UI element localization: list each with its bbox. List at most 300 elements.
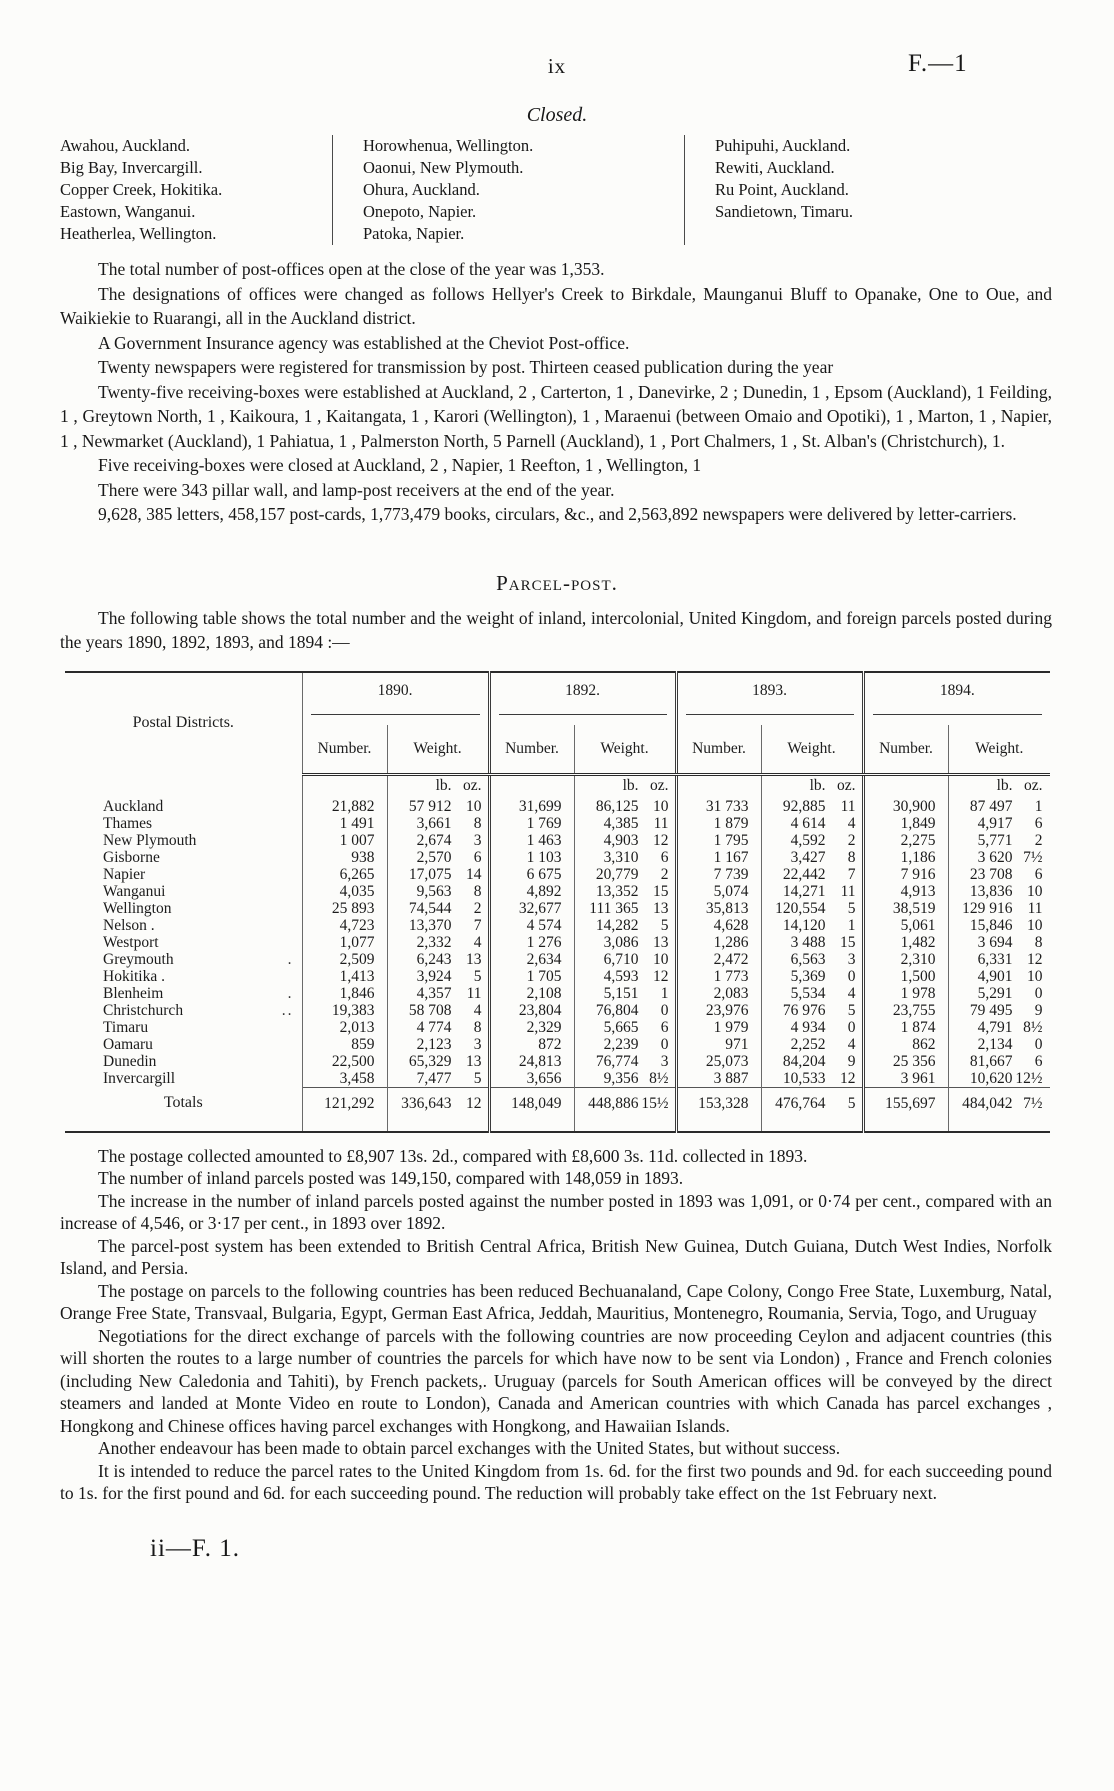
weight-cell <box>387 774 489 796</box>
weight-oz-value: 8 <box>1034 933 1043 951</box>
paragraph: Another endeavour has been made to obtain parcel exchanges with the United States, but without success. <box>98 1438 841 1458</box>
weight-oz-value: 5 <box>847 1001 856 1019</box>
number-cell: 1 795 <box>676 832 761 849</box>
weight-cell <box>387 849 489 866</box>
number-cell: 1 167 <box>676 849 761 866</box>
weight-cell <box>387 917 489 934</box>
table-row <box>65 1002 1050 1019</box>
weight-oz-value: 5 <box>847 899 856 917</box>
number-cell: 23,755 <box>863 1002 948 1019</box>
column-header-number: Number. <box>676 725 761 775</box>
weight-oz-value: 8½ <box>1023 1018 1043 1036</box>
closing-paragraphs <box>0 1145 1114 1505</box>
weight-oz-value: 1 <box>660 984 669 1002</box>
column-header-weight: Weight. <box>574 725 676 775</box>
number-cell: 2,472 <box>676 951 761 968</box>
weight-cell <box>948 1070 1050 1088</box>
column-header-weight: Weight. <box>761 725 863 775</box>
spacer-cell <box>863 774 948 796</box>
weight-oz-value: 3 <box>473 1035 482 1053</box>
number-cell: 3 887 <box>676 1070 761 1088</box>
district-cell: Thames <box>103 814 153 832</box>
weight-lb-value: 76,774 <box>595 1052 639 1070</box>
weight-units-row <box>65 774 1050 796</box>
weight-cell <box>574 815 676 832</box>
weight-oz-value: 13 <box>466 950 482 968</box>
weight-oz-value: 8½ <box>649 1069 669 1087</box>
weight-oz-value: 0 <box>1034 984 1043 1002</box>
closed-office-entry: Ohura, Auckland. <box>363 180 480 199</box>
body-paragraphs <box>0 257 1114 527</box>
number-cell: 1 773 <box>676 968 761 985</box>
weight-lb-value: lb. <box>435 776 452 794</box>
weight-lb-value: 9,356 <box>603 1069 639 1087</box>
number-cell: 7 916 <box>863 866 948 883</box>
leader-dots: . <box>287 984 294 1002</box>
weight-oz-value: 3 <box>660 1052 669 1070</box>
district-cell: Wellington <box>103 899 172 917</box>
column-header-number: Number. <box>302 725 387 775</box>
number-cell: 1 103 <box>489 849 574 866</box>
table-row <box>65 849 1050 866</box>
paragraph: The number of inland parcels posted was 149,150, compared with 148,059 in 1893. <box>98 1168 684 1188</box>
weight-cell <box>761 968 863 985</box>
number-cell: 2,509 <box>302 951 387 968</box>
number-cell: 6,265 <box>302 866 387 883</box>
weight-lb-value: 2,332 <box>416 933 452 951</box>
weight-lb-value: 3 694 <box>977 933 1013 951</box>
table-row <box>65 968 1050 985</box>
number-cell: 1,500 <box>863 968 948 985</box>
weight-lb-value: 5,291 <box>977 984 1013 1002</box>
weight-oz-value: 6 <box>473 848 482 866</box>
number-cell: 1 979 <box>676 1019 761 1036</box>
number-cell: 3 961 <box>863 1070 948 1088</box>
weight-cell <box>948 934 1050 951</box>
weight-oz-value: 9 <box>1034 1001 1043 1019</box>
number-cell: 35,813 <box>676 900 761 917</box>
weight-cell <box>761 796 863 815</box>
number-cell: 862 <box>863 1036 948 1053</box>
district-cell: Dunedin <box>103 1052 157 1070</box>
number-cell: 1 874 <box>863 1019 948 1036</box>
page-footer-imprint: ii—F. 1. <box>150 1534 241 1562</box>
weight-lb-value: 13,352 <box>595 882 639 900</box>
weight-cell <box>761 815 863 832</box>
paragraph: The postage collected amounted to £8,907 13s. 2d., compared with £8,600 3s. 11d. collected in 1893. <box>98 1145 808 1166</box>
page-header <box>0 0 1114 86</box>
paragraph: The postage on parcels to the following countries has been reduced Bechuanaland, Cape Colony, Congo Free State, Luxemburg, Natal, Orange Free State, Transvaal, Bulgaria, Egypt, German East Africa, Jeddah, Mauritius, Montenegro, Roumania, Servia, Togo, and Uruguay <box>60 1280 1052 1323</box>
weight-cell <box>574 1002 676 1019</box>
weight-cell <box>948 832 1050 849</box>
column-header-year <box>863 672 1050 725</box>
weight-lb-value: 4,903 <box>603 831 639 849</box>
weight-lb-value: 13,370 <box>408 916 452 934</box>
weight-cell <box>761 1002 863 1019</box>
number-cell: 1 491 <box>302 815 387 832</box>
weight-cell <box>948 774 1050 796</box>
year-label: 1894. <box>873 682 1043 715</box>
weight-oz-value: 5 <box>473 1069 482 1087</box>
weight-lb-value: 5,151 <box>603 984 639 1002</box>
weight-cell <box>948 849 1050 866</box>
weight-lb-value: 4,385 <box>603 814 639 832</box>
number-cell: 4,035 <box>302 883 387 900</box>
weight-lb-value: 2,674 <box>416 831 452 849</box>
weight-cell <box>387 815 489 832</box>
weight-cell <box>761 951 863 968</box>
weight-lb-value: 22,442 <box>782 865 826 883</box>
weight-lb-value: 4,592 <box>790 831 826 849</box>
weight-cell <box>387 1053 489 1070</box>
weight-oz-value: 8 <box>847 848 856 866</box>
weight-oz-value: 12 <box>653 831 669 849</box>
weight-oz-value: 4 <box>847 1035 856 1053</box>
weight-lb-value: 23 708 <box>969 865 1013 883</box>
weight-oz-value: 4 <box>473 1001 482 1019</box>
weight-cell <box>387 1036 489 1053</box>
weight-lb-value: 65,329 <box>408 1052 452 1070</box>
weight-oz-value: oz. <box>836 776 856 794</box>
weight-lb-value: 120,554 <box>775 899 826 917</box>
weight-oz-value: 4 <box>847 984 856 1002</box>
number-cell: 4,723 <box>302 917 387 934</box>
number-cell: 30,900 <box>863 796 948 815</box>
closed-office-entry: Eastown, Wanganui. <box>60 202 196 221</box>
weight-cell <box>387 1070 489 1088</box>
number-cell: 32,677 <box>489 900 574 917</box>
weight-cell <box>948 968 1050 985</box>
weight-oz-value: 8 <box>473 1018 482 1036</box>
table-row <box>65 832 1050 849</box>
weight-oz-value: 0 <box>847 967 856 985</box>
number-cell: 21,882 <box>302 796 387 815</box>
district-cell: Nelson . <box>103 916 155 934</box>
number-cell: 31,699 <box>489 796 574 815</box>
table-row <box>65 917 1050 934</box>
weight-cell <box>387 1019 489 1036</box>
table-row <box>65 951 1050 968</box>
number-cell: 1,413 <box>302 968 387 985</box>
weight-cell <box>761 832 863 849</box>
number-cell: 2,013 <box>302 1019 387 1036</box>
weight-lb-value: 448,886 <box>588 1094 639 1112</box>
number-cell: 4 574 <box>489 917 574 934</box>
number-cell: 1,077 <box>302 934 387 951</box>
weight-lb-value: lb. <box>996 776 1013 794</box>
weight-cell <box>574 951 676 968</box>
weight-cell <box>387 832 489 849</box>
weight-lb-value: 14,120 <box>782 916 826 934</box>
weight-oz-value: 4 <box>473 933 482 951</box>
weight-oz-value: 6 <box>1034 814 1043 832</box>
weight-oz-value: 0 <box>660 1001 669 1019</box>
weight-cell <box>387 934 489 951</box>
weight-oz-value: 2 <box>660 865 669 883</box>
weight-cell <box>948 883 1050 900</box>
closed-offices-column <box>60 135 332 245</box>
weight-lb-value: lb. <box>809 776 826 794</box>
weight-oz-value: 0 <box>847 1018 856 1036</box>
paragraph: Five receiving-boxes were closed at Auckland, 2 , Napier, 1 Reefton, 1 , Wellington, 1 <box>98 455 702 475</box>
weight-cell <box>574 985 676 1002</box>
column-header-number: Number. <box>489 725 574 775</box>
column-header-year <box>676 672 863 725</box>
weight-cell <box>574 1070 676 1088</box>
weight-cell <box>574 866 676 883</box>
district-cell: Napier <box>103 865 146 883</box>
number-cell: 1,186 <box>863 849 948 866</box>
weight-cell <box>948 917 1050 934</box>
weight-lb-value: 15,846 <box>969 916 1013 934</box>
weight-lb-value: 4,917 <box>977 814 1013 832</box>
number-cell: 4,628 <box>676 917 761 934</box>
weight-lb-value: 4,593 <box>603 967 639 985</box>
district-cell: New Plymouth <box>103 831 197 849</box>
weight-oz-value: 5 <box>473 967 482 985</box>
weight-cell <box>948 900 1050 917</box>
district-cell: Invercargill <box>103 1069 176 1087</box>
number-cell: 872 <box>489 1036 574 1053</box>
weight-oz-value: 14 <box>466 865 482 883</box>
weight-lb-value: 86,125 <box>595 797 639 815</box>
weight-lb-value: 4 934 <box>790 1018 826 1036</box>
table-row <box>65 900 1050 917</box>
closed-office-entry: Patoka, Napier. <box>363 224 465 243</box>
weight-lb-value: 81,667 <box>969 1052 1013 1070</box>
paragraph: Twenty-five receiving-boxes were established at Auckland, 2 , Carterton, 1 , Danevirke, 2 ; Dunedin, 1 , Epsom (Auckland), 1 Feilding, 1 , Greytown North, 1 , Kaikoura, 1 , Kaitangata, 1 , Karori (Wellington), 1 , Maraenui (between Omaio and Opotiki), 1 , Marton, 1 , Napier, 1 , Newmarket (Auckland), 1 Pahiatua, 1 , Palmerston North, 5 Parnell (Auckland), 1 , Port Chalmers, 1 , St. Alban's (Christchurch), 1. <box>60 381 1052 451</box>
year-label: 1893. <box>686 682 854 715</box>
weight-lb-value: lb. <box>622 776 639 794</box>
weight-oz-value: 12 <box>466 1094 482 1112</box>
weight-cell <box>761 1036 863 1053</box>
weight-cell <box>387 985 489 1002</box>
closed-office-entry: Oaonui, New Plymouth. <box>363 158 524 177</box>
weight-lb-value: 2,252 <box>790 1035 826 1053</box>
totals-label-cell: Totals <box>163 1094 203 1112</box>
weight-lb-value: 336,643 <box>401 1094 452 1112</box>
number-cell: 1 463 <box>489 832 574 849</box>
number-cell: 971 <box>676 1036 761 1053</box>
weight-cell <box>948 1036 1050 1053</box>
leader-dots: . <box>287 950 294 968</box>
weight-lb-value: 6,563 <box>790 950 826 968</box>
totals-number-cell: 153,328 <box>676 1087 761 1132</box>
paragraph: 9,628, 385 letters, 458,157 post-cards, 1,773,479 books, circulars, &c., and 2,563,892 newspapers were delivered by letter-carriers. <box>98 504 1017 524</box>
weight-oz-value: 10 <box>1027 916 1043 934</box>
number-cell: 6 675 <box>489 866 574 883</box>
district-cell: Westport <box>103 933 159 951</box>
weight-lb-value: 14,271 <box>782 882 826 900</box>
paragraph: The total number of post-offices open at the close of the year was 1,353. <box>98 259 605 279</box>
closed-office-entry: Big Bay, Invercargill. <box>60 158 203 177</box>
weight-cell <box>761 1053 863 1070</box>
number-cell: 2,310 <box>863 951 948 968</box>
weight-lb-value: 76 976 <box>782 1001 826 1019</box>
weight-oz-value: 0 <box>1034 1035 1043 1053</box>
weight-lb-value: 5,534 <box>790 984 826 1002</box>
weight-oz-value: 13 <box>653 933 669 951</box>
weight-oz-value: 2 <box>847 831 856 849</box>
weight-cell <box>387 968 489 985</box>
weight-oz-value: oz. <box>649 776 669 794</box>
weight-oz-value: 11 <box>466 984 482 1002</box>
weight-lb-value: 3,310 <box>603 848 639 866</box>
number-cell: 1,846 <box>302 985 387 1002</box>
weight-oz-value: oz. <box>462 776 482 794</box>
weight-cell <box>574 917 676 934</box>
weight-cell <box>574 900 676 917</box>
document-reference: F.—1 <box>908 50 968 77</box>
weight-lb-value: 74,544 <box>408 899 452 917</box>
weight-lb-value: 129 916 <box>962 899 1013 917</box>
district-cell: Timaru <box>103 1018 149 1036</box>
district-cell: Blenheim . <box>103 984 294 1002</box>
weight-oz-value: 10 <box>466 797 482 815</box>
number-cell: 5,061 <box>863 917 948 934</box>
number-cell: 31 733 <box>676 796 761 815</box>
weight-cell <box>387 951 489 968</box>
weight-oz-value: 12 <box>653 967 669 985</box>
paragraph: The parcel-post system has been extended to British Central Africa, British New Guinea, Dutch Guiana, Dutch West Indies, Norfolk Island, and Persia. <box>60 1235 1052 1278</box>
closed-offices-column <box>684 135 964 245</box>
weight-cell <box>574 1053 676 1070</box>
parcel-post-heading: Parcel-post. <box>496 570 618 595</box>
weight-lb-value: 6,331 <box>977 950 1013 968</box>
number-cell: 24,813 <box>489 1053 574 1070</box>
number-cell: 2,634 <box>489 951 574 968</box>
weight-cell <box>387 796 489 815</box>
closed-office-entry: Copper Creek, Hokitika. <box>60 180 223 199</box>
number-cell: 1 879 <box>676 815 761 832</box>
closed-offices-column <box>332 135 684 245</box>
weight-lb-value: 6,710 <box>603 950 639 968</box>
weight-cell <box>574 883 676 900</box>
weight-cell <box>387 1002 489 1019</box>
weight-cell <box>574 1019 676 1036</box>
weight-lb-value: 2,239 <box>603 1035 639 1053</box>
weight-cell <box>948 815 1050 832</box>
district-cell: Auckland <box>103 797 164 815</box>
number-cell: 2,275 <box>863 832 948 849</box>
weight-cell <box>948 1053 1050 1070</box>
paragraph: The increase in the number of inland parcels posted against the number posted in 1893 was 1,091, or 0·74 per cent., compared with an increase of 4,546, or 3·17 per cent., in 1893 over 1892. <box>60 1190 1052 1233</box>
number-cell: 3,458 <box>302 1070 387 1088</box>
parcel-post-table <box>65 671 1050 1133</box>
table-row <box>65 934 1050 951</box>
weight-cell <box>948 951 1050 968</box>
closed-offices-list <box>60 135 964 245</box>
weight-oz-value: 12 <box>1027 950 1043 968</box>
column-header-weight: Weight. <box>948 725 1050 775</box>
weight-oz-value: 6 <box>660 1018 669 1036</box>
weight-oz-value: 6 <box>1034 865 1043 883</box>
closed-office-entry: Horowhenua, Wellington. <box>363 136 534 155</box>
closed-office-entry: Heatherlea, Wellington. <box>60 224 217 243</box>
weight-cell <box>761 1070 863 1088</box>
weight-oz-value: 5 <box>847 1094 856 1112</box>
district-cell: Wanganui <box>103 882 166 900</box>
weight-cell <box>761 1087 863 1132</box>
weight-oz-value: 11 <box>840 882 856 900</box>
number-cell: 25,073 <box>676 1053 761 1070</box>
closed-office-entry: Rewiti, Auckland. <box>715 158 835 177</box>
column-header-year <box>489 672 676 725</box>
column-header-number: Number. <box>863 725 948 775</box>
weight-cell <box>387 900 489 917</box>
weight-lb-value: 79 495 <box>969 1001 1013 1019</box>
weight-lb-value: 5,665 <box>603 1018 639 1036</box>
weight-oz-value: 11 <box>653 814 669 832</box>
number-cell: 1 978 <box>863 985 948 1002</box>
table-row <box>65 985 1050 1002</box>
weight-oz-value: 2 <box>1034 831 1043 849</box>
leader-dots: .. <box>281 1001 294 1019</box>
number-cell: 4,892 <box>489 883 574 900</box>
district-cell: Greymouth . <box>103 950 294 968</box>
table-row <box>65 796 1050 815</box>
closed-office-entry: Sandietown, Timaru. <box>715 202 853 221</box>
number-cell: 2,329 <box>489 1019 574 1036</box>
weight-lb-value: 111 365 <box>589 899 639 917</box>
weight-cell <box>948 1002 1050 1019</box>
weight-lb-value: 3,427 <box>790 848 826 866</box>
column-header-year <box>302 672 489 725</box>
number-cell: 19,383 <box>302 1002 387 1019</box>
district-cell: Oamaru <box>103 1035 153 1053</box>
weight-cell <box>387 1087 489 1132</box>
weight-cell <box>761 849 863 866</box>
weight-cell <box>574 796 676 815</box>
weight-oz-value: 15½ <box>641 1094 669 1112</box>
weight-lb-value: 84,204 <box>782 1052 826 1070</box>
paragraph: A Government Insurance agency was established at the Cheviot Post-office. <box>98 332 630 353</box>
number-cell: 1,482 <box>863 934 948 951</box>
table-row <box>65 1053 1050 1070</box>
weight-lb-value: 3,661 <box>416 814 452 832</box>
paragraph: Negotiations for the direct exchange of parcels with the following countries are now proceeding Ceylon and adjacent countries (this will shorten the routes to a large number of countries the parcels for which have now to be sent via London) , France and French colonies (including New Caledonia and Tahiti), by French packets,. Uruguay (parcels for South American offices will be conveyed by the direct steamers and landed at Monte Video en route to London), Canada and American countries with which Canada has parcel exchanges , Hongkong and Chinese offices having parcel exchanges with Hongkong, and Hawaiian Islands. <box>60 1325 1052 1436</box>
weight-oz-value: 13 <box>653 899 669 917</box>
number-cell: 23,976 <box>676 1002 761 1019</box>
weight-lb-value: 4 614 <box>790 814 826 832</box>
weight-lb-value: 58 708 <box>408 1001 452 1019</box>
number-cell: 1,849 <box>863 815 948 832</box>
weight-oz-value: 11 <box>1027 899 1043 917</box>
weight-oz-value: 4 <box>847 814 856 832</box>
weight-cell <box>761 985 863 1002</box>
weight-lb-value: 484,042 <box>962 1094 1013 1112</box>
closed-office-entry: Puhipuhi, Auckland. <box>715 136 851 155</box>
weight-cell <box>574 934 676 951</box>
paragraph: Twenty newspapers were registered for transmission by post. Thirteen ceased publication during the year <box>98 357 834 377</box>
weight-oz-value: 7 <box>473 916 482 934</box>
district-cell: Hokitika . <box>103 967 165 985</box>
number-cell: 2,083 <box>676 985 761 1002</box>
weight-oz-value: 12 <box>840 1069 856 1087</box>
weight-lb-value: 4,791 <box>977 1018 1013 1036</box>
weight-lb-value: 20,779 <box>595 865 639 883</box>
weight-lb-value: 5,771 <box>977 831 1013 849</box>
weight-cell <box>574 968 676 985</box>
weight-oz-value: 15 <box>840 933 856 951</box>
weight-cell <box>948 796 1050 815</box>
weight-lb-value: 6,243 <box>416 950 452 968</box>
weight-oz-value: 2 <box>473 899 482 917</box>
weight-cell <box>761 1019 863 1036</box>
weight-cell <box>574 849 676 866</box>
table-totals-row <box>65 1087 1050 1132</box>
spacer-cell <box>676 774 761 796</box>
